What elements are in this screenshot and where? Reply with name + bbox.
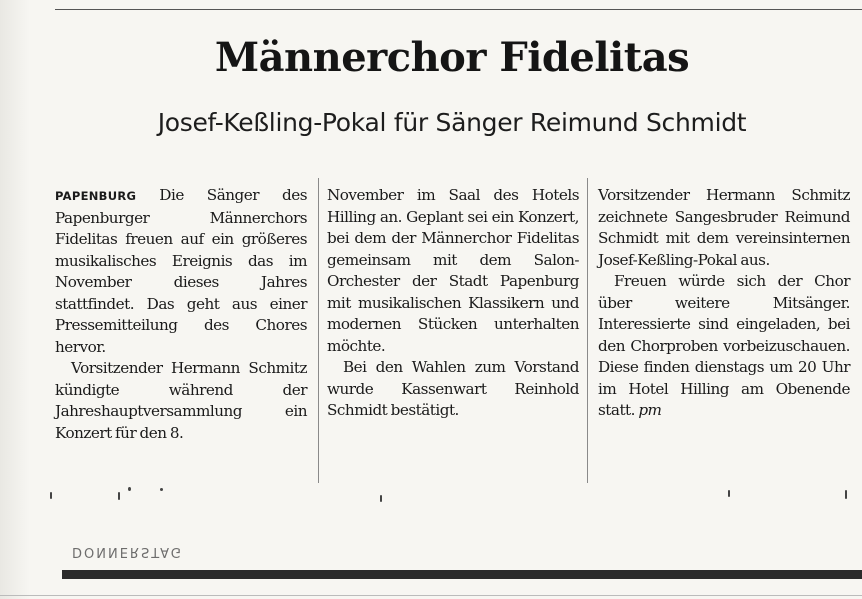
- paragraph: Vorsitzender Hermann Schmitz zeichnete Sangesbruder Reimund Schmidt mit dem vereinsinternen Josef-Keßling-Pokal aus.: [598, 186, 850, 269]
- subheadline: Josef-Keßling-Pokal für Sänger Reimund Schmidt: [157, 108, 747, 137]
- column-3: [598, 185, 850, 485]
- paragraph: November im Saal des Hotels Hilling an. Geplant sei ein Konzert, bei dem der Männerchor Fidelitas gemeinsam mit dem Salon-Orchester der Stadt Papenburg mit musikalischen Klassikern und modernen Stücken unterhalten möchte.: [327, 186, 579, 355]
- scan-speck: [380, 495, 382, 502]
- author-initials: pm: [638, 401, 662, 419]
- bottom-rule-band: [62, 570, 862, 579]
- scan-speck: [118, 492, 120, 500]
- column-2: [327, 185, 579, 485]
- paragraph: [55, 185, 307, 358]
- scan-speck: [128, 487, 131, 491]
- column-1: [55, 185, 307, 485]
- mirrored-bleedthrough-text: DONNERSTAG: [72, 544, 183, 559]
- headline: Männerchor Fidelitas: [214, 34, 690, 81]
- paragraph: [598, 271, 850, 422]
- paragraph: Bei den Wahlen zum Vorstand wurde Kassenwart Reinhold Schmidt bestätigt.: [327, 358, 579, 419]
- top-rule: [55, 9, 862, 10]
- scan-speck: [160, 488, 163, 491]
- scan-edge-shadow: [0, 0, 30, 599]
- dateline: PAPENBURG: [55, 189, 137, 203]
- scan-speck: [845, 490, 847, 499]
- scan-speck: [50, 492, 52, 499]
- scan-speck: [728, 490, 730, 497]
- paragraph: Vorsitzender Hermann Schmitz kündigte während der Jahreshauptversammlung ein Konzert für den 8.: [55, 359, 307, 442]
- article-body: [55, 185, 855, 485]
- bottom-rule: [0, 595, 862, 596]
- paragraph-text: Die Sänger des Papenburger Männerchors Fidelitas freuen auf ein größeres musikalisches Ereignis das im November dieses Jahres stattfindet. Das geht aus einer Pressemitteilung des Chores hervor.: [55, 186, 307, 356]
- paragraph-text: Freuen würde sich der Chor über weitere Mitsänger. Interessierte sind eingeladen, bei den Chorproben vorbeizuschauen. Diese finden dienstags um 20 Uhr im Hotel Hilling am Obenende statt.: [598, 272, 850, 419]
